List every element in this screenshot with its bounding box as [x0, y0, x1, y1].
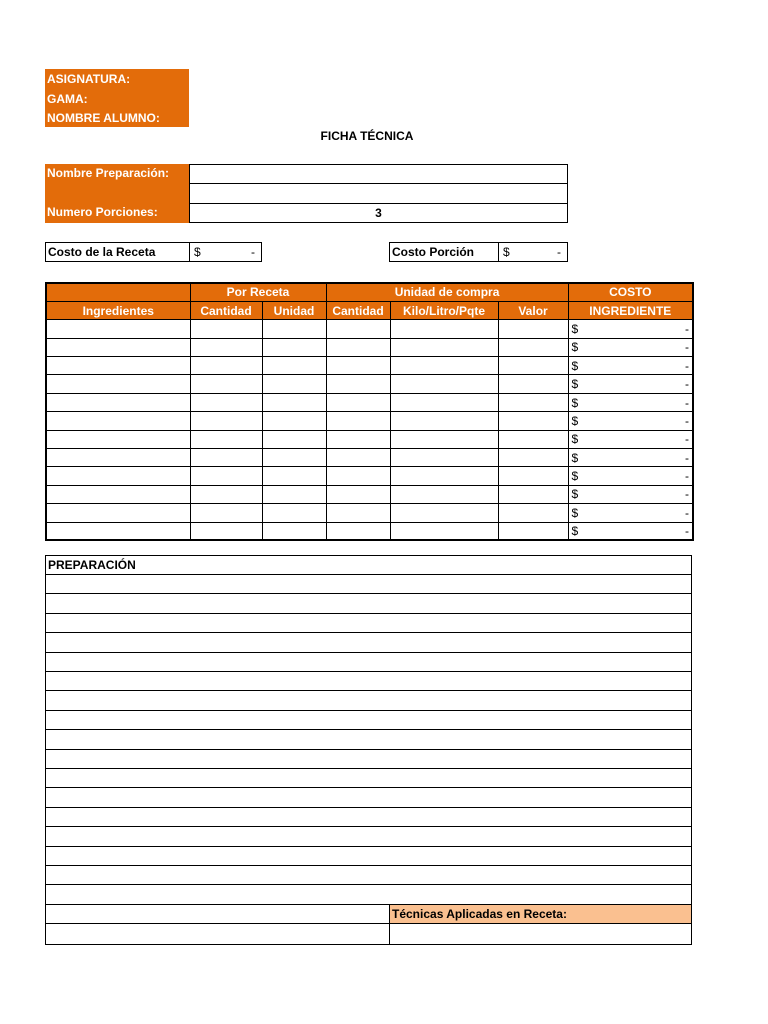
table-row	[46, 485, 693, 503]
cantidad-cell[interactable]	[190, 338, 262, 356]
cantidad-compra-cell[interactable]	[326, 449, 390, 467]
costo-receta-currency: $	[194, 245, 201, 259]
valor-cell[interactable]	[498, 338, 568, 356]
valor-cell[interactable]	[498, 504, 568, 522]
costo-currency: $	[571, 469, 579, 484]
valor-cell[interactable]	[498, 320, 568, 338]
ingrediente-cell[interactable]	[46, 338, 190, 356]
cantidad-compra-cell[interactable]	[326, 504, 390, 522]
table-row	[46, 467, 693, 485]
costo-receta-amount: -	[251, 245, 255, 259]
valor-cell[interactable]	[498, 485, 568, 503]
preparacion-line	[46, 632, 691, 633]
prep-spacer	[45, 184, 189, 203]
costo-amount: -	[685, 377, 690, 392]
table-row	[46, 357, 693, 375]
col-cantidad-compra: Cantidad	[326, 301, 390, 319]
col-kilo-litro-pqte: Kilo/Litro/Pqte	[390, 301, 498, 319]
tecnicas-divider	[389, 924, 390, 944]
preparacion-line	[46, 846, 691, 847]
table-row	[46, 449, 693, 467]
costo-amount: -	[685, 358, 690, 373]
costo-amount: -	[685, 413, 690, 428]
table-row	[46, 393, 693, 411]
group-por-receta: Por Receta	[190, 283, 326, 301]
group-unidad-compra: Unidad de compra	[326, 283, 568, 301]
kilo-litro-pqte-cell[interactable]	[390, 467, 498, 485]
costo-currency: $	[571, 432, 579, 447]
unidad-cell[interactable]	[262, 449, 326, 467]
valor-cell[interactable]	[498, 430, 568, 448]
cantidad-compra-cell[interactable]	[326, 430, 390, 448]
costo-currency: $	[571, 524, 579, 539]
col-ingrediente-costo: INGREDIENTE	[568, 301, 693, 319]
numero-porciones-field[interactable]: 3	[189, 203, 568, 223]
col-valor: Valor	[498, 301, 568, 319]
group-costo: COSTO	[568, 283, 693, 301]
kilo-litro-pqte-cell[interactable]	[390, 320, 498, 338]
kilo-litro-pqte-cell[interactable]	[390, 449, 498, 467]
cantidad-compra-cell[interactable]	[326, 357, 390, 375]
costo-amount: -	[685, 505, 690, 520]
costo-amount: -	[685, 395, 690, 410]
valor-cell[interactable]	[498, 467, 568, 485]
unidad-cell[interactable]	[262, 467, 326, 485]
col-cantidad: Cantidad	[190, 301, 262, 319]
costo-amount: -	[685, 432, 690, 447]
costo-currency: $	[571, 358, 579, 373]
costo-ingrediente-cell	[568, 522, 693, 540]
cantidad-cell[interactable]	[190, 375, 262, 393]
costo-currency: $	[571, 487, 579, 502]
cantidad-compra-cell[interactable]	[326, 412, 390, 430]
valor-cell[interactable]	[498, 412, 568, 430]
preparacion-line	[46, 652, 691, 653]
preparacion-line	[46, 826, 691, 827]
cantidad-compra-cell[interactable]	[326, 467, 390, 485]
ingrediente-cell[interactable]	[46, 522, 190, 540]
unidad-cell[interactable]	[262, 485, 326, 503]
valor-cell[interactable]	[498, 393, 568, 411]
unidad-cell[interactable]	[262, 320, 326, 338]
preparacion-line	[46, 729, 691, 730]
unidad-cell[interactable]	[262, 504, 326, 522]
kilo-litro-pqte-cell[interactable]	[390, 375, 498, 393]
unidad-cell[interactable]	[262, 375, 326, 393]
unidad-cell[interactable]	[262, 338, 326, 356]
preparacion-line	[46, 787, 691, 788]
costo-currency: $	[571, 505, 579, 520]
cantidad-cell[interactable]	[190, 504, 262, 522]
costo-currency: $	[571, 413, 579, 428]
preparacion-line	[46, 574, 691, 575]
cantidad-compra-cell[interactable]	[326, 485, 390, 503]
costo-currency: $	[571, 377, 579, 392]
nombre-preparacion-label: Nombre Preparación:	[45, 164, 189, 184]
header-info-block	[45, 69, 189, 127]
ingredients-table	[45, 282, 694, 541]
cantidad-cell[interactable]	[190, 449, 262, 467]
costo-ingrediente-cell	[568, 449, 693, 467]
numero-porciones-label: Numero Porciones:	[45, 203, 189, 223]
costo-porcion-currency: $	[503, 245, 510, 259]
unidad-cell[interactable]	[262, 412, 326, 430]
ingrediente-cell[interactable]	[46, 393, 190, 411]
ingrediente-cell[interactable]	[46, 504, 190, 522]
preparacion-line	[46, 884, 691, 885]
ingrediente-cell[interactable]	[46, 430, 190, 448]
unidad-cell[interactable]	[262, 522, 326, 540]
col-ingredientes: Ingredientes	[46, 301, 190, 319]
costo-ingrediente-cell	[568, 393, 693, 411]
header-empty	[46, 283, 190, 301]
ingrediente-cell[interactable]	[46, 357, 190, 375]
costo-ingrediente-cell	[568, 357, 693, 375]
cantidad-cell[interactable]	[190, 430, 262, 448]
preparacion-line	[46, 671, 691, 672]
cantidad-compra-cell[interactable]	[326, 375, 390, 393]
col-unidad: Unidad	[262, 301, 326, 319]
table-row	[46, 320, 693, 338]
cantidad-compra-cell[interactable]	[326, 393, 390, 411]
gama-label: GAMA:	[47, 91, 88, 106]
preparacion-line	[46, 710, 691, 711]
kilo-litro-pqte-cell[interactable]	[390, 504, 498, 522]
costo-ingrediente-cell	[568, 338, 693, 356]
preparacion-line	[46, 865, 691, 866]
costo-currency: $	[571, 450, 579, 465]
preparacion-line	[46, 593, 691, 594]
cantidad-cell[interactable]	[190, 357, 262, 375]
table-row	[46, 522, 693, 540]
costo-ingrediente-cell	[568, 504, 693, 522]
ingrediente-cell[interactable]	[46, 320, 190, 338]
ingrediente-cell[interactable]	[46, 485, 190, 503]
cantidad-cell[interactable]	[190, 412, 262, 430]
valor-cell[interactable]	[498, 522, 568, 540]
cantidad-compra-cell[interactable]	[326, 338, 390, 356]
costo-ingrediente-cell	[568, 430, 693, 448]
costo-currency: $	[571, 340, 579, 355]
asignatura-label: ASIGNATURA:	[47, 72, 131, 86]
valor-cell[interactable]	[498, 375, 568, 393]
costo-ingrediente-cell	[568, 320, 693, 338]
cantidad-cell[interactable]	[190, 522, 262, 540]
costo-amount: -	[685, 469, 690, 484]
kilo-litro-pqte-cell[interactable]	[390, 485, 498, 503]
cantidad-cell[interactable]	[190, 467, 262, 485]
nombre-preparacion-field-2[interactable]	[189, 183, 568, 204]
table-row	[46, 412, 693, 430]
cantidad-cell[interactable]	[190, 320, 262, 338]
valor-cell[interactable]	[498, 357, 568, 375]
costo-ingrediente-cell	[568, 375, 693, 393]
costo-currency: $	[571, 321, 579, 336]
preparacion-line	[46, 690, 691, 691]
nombre-preparacion-field[interactable]	[189, 164, 568, 184]
costo-ingrediente-cell	[568, 412, 693, 430]
tecnicas-aplicadas-label: Técnicas Aplicadas en Receta:	[389, 905, 691, 924]
preparacion-line	[46, 807, 691, 808]
costo-amount: -	[685, 524, 690, 539]
kilo-litro-pqte-cell[interactable]	[390, 357, 498, 375]
costo-porcion-value[interactable]	[498, 242, 568, 262]
table-row	[46, 375, 693, 393]
costo-amount: -	[685, 321, 690, 336]
kilo-litro-pqte-cell[interactable]	[390, 338, 498, 356]
costo-porcion-label: Costo Porción	[389, 242, 499, 262]
preparacion-line	[46, 768, 691, 769]
unidad-cell[interactable]	[262, 430, 326, 448]
costo-porcion-amount: -	[557, 245, 561, 259]
unidad-cell[interactable]	[262, 357, 326, 375]
costo-amount: -	[685, 340, 690, 355]
costo-amount: -	[685, 487, 690, 502]
ingredients-body	[46, 320, 693, 541]
preparacion-line	[46, 613, 691, 614]
ingrediente-cell[interactable]	[46, 375, 190, 393]
cantidad-compra-cell[interactable]	[326, 522, 390, 540]
ingrediente-cell[interactable]	[46, 449, 190, 467]
nombre-alumno-label: NOMBRE ALUMNO:	[47, 111, 160, 125]
costo-amount: -	[685, 450, 690, 465]
costo-currency: $	[571, 395, 579, 410]
costo-ingrediente-cell	[568, 467, 693, 485]
page-title: FICHA TÉCNICA	[320, 129, 414, 143]
unidad-cell[interactable]	[262, 393, 326, 411]
cantidad-cell[interactable]	[190, 393, 262, 411]
valor-cell[interactable]	[498, 449, 568, 467]
kilo-litro-pqte-cell[interactable]	[390, 412, 498, 430]
ingrediente-cell[interactable]	[46, 467, 190, 485]
table-row	[46, 504, 693, 522]
costo-receta-label: Costo de la Receta	[45, 242, 190, 262]
table-row	[46, 430, 693, 448]
ingrediente-cell[interactable]	[46, 412, 190, 430]
cantidad-cell[interactable]	[190, 485, 262, 503]
preparacion-label: PREPARACIÓN	[48, 558, 136, 572]
costo-ingrediente-cell	[568, 485, 693, 503]
kilo-litro-pqte-cell[interactable]	[390, 393, 498, 411]
kilo-litro-pqte-cell[interactable]	[390, 522, 498, 540]
cantidad-compra-cell[interactable]	[326, 320, 390, 338]
costo-receta-value[interactable]	[189, 242, 262, 262]
kilo-litro-pqte-cell[interactable]	[390, 430, 498, 448]
preparacion-line	[46, 749, 691, 750]
table-row	[46, 338, 693, 356]
